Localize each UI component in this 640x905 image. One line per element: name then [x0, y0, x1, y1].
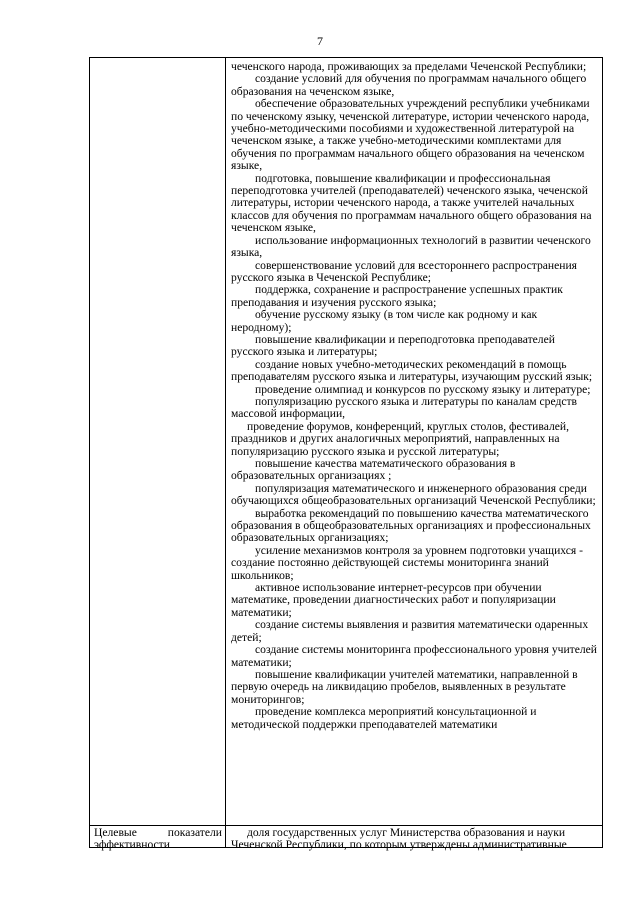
task-paragraph: создание системы выявления и развития математически одаренных детей;: [231, 618, 589, 644]
task-paragraph: обучение русскому языку (в том числе как родному и как неродному);: [231, 308, 538, 334]
task-paragraph: повышение квалификации учителей математики, направленной в первую очередь на ликвидацию пробелов, выявленных в результате мониторингов;: [231, 667, 578, 706]
target-indicators-value-cell: [231, 827, 598, 852]
target-indicators-value: доля государственных услуг Министерства образования и науки Чеченской Республики, по которым утверждены административные: [231, 826, 567, 852]
document-table: [89, 57, 603, 852]
column-divider: [225, 58, 226, 847]
task-paragraph: создание системы мониторинга профессионального уровня учителей математики;: [231, 643, 598, 669]
tasks-cell: [231, 61, 598, 731]
task-paragraph: активное использование интернет-ресурсов при обучении математике, проведении диагностических работ и популяризации математики;: [231, 581, 556, 619]
task-paragraph: усиление механизмов контроля за уровнем подготовки учащихся - создание постоянно действующей системы мониторинга знаний школьников;: [231, 543, 583, 582]
target-indicators-label-line2: эффективности: [94, 838, 170, 852]
task-paragraph: создание условий для обучения по программам начального общего образования на чеченском языке,: [231, 72, 587, 98]
target-indicators-label-line1: Целевые показатели: [94, 826, 222, 839]
task-paragraph: проведение олимпиад и конкурсов по русскому языку и литературе;: [255, 382, 591, 396]
task-paragraph: обеспечение образовательных учреждений республики учебниками по чеченскому языку, чеченской литературе, истории чеченского народа, учебно-методическими пособиями и художественной литературой на чеченском языке, а также учебно-методическими комплектами для обучения по программам начального общего образования на чеченском языке,: [231, 97, 590, 173]
task-paragraph: повышение квалификации и переподготовка преподавателей русского языка и литературы;: [231, 332, 555, 359]
task-paragraph: повышение качества математического образования в образовательных организациях ;: [231, 457, 516, 483]
task-paragraph: проведение форумов, конференций, круглых столов, фестивалей, праздников и других аналогичных мероприятий, направленных на популяризацию русского языка и русской литературы;: [231, 419, 569, 458]
task-paragraph: совершенствование условий для всестороннего распространения русского языка в Чеченской Республике;: [231, 258, 577, 284]
task-paragraph: поддержка, сохранение и распространение успешных практик преподавания и изучения русского языка;: [231, 283, 563, 309]
page-number: 7: [317, 34, 323, 48]
task-paragraph: популяризацию русского языка и литературы по каналам средств массовой информации,: [231, 394, 578, 421]
target-indicators-label-cell: [94, 827, 222, 852]
task-paragraph: подготовка, повышение квалификации и профессиональная переподготовка учителей (преподавателей) чеченского языка, чеченской литературы, истории чеченского народа, а также учителей начальных классов для обучения по программам начального общего образования на чеченском языке,: [231, 171, 592, 235]
task-paragraph: чеченского народа, проживающих за пределами Чеченской Республики;: [231, 60, 587, 73]
task-paragraph: выработка рекомендаций по повышению качества математического образования в общеобразовательных организациях и профессиональных образовательных организациях;: [231, 506, 591, 545]
task-paragraph: проведение комплекса мероприятий консультационной и методической поддержки преподавателей математики: [231, 705, 537, 731]
task-paragraph: использование информационных технологий в развитии чеченского языка,: [231, 233, 591, 260]
task-paragraph: популяризация математического и инженерного образования среди обучающихся общеобразовательных организаций Чеченской Республики;: [231, 481, 596, 508]
task-paragraph: создание новых учебно-методических рекомендаций в помощь преподавателям русского языка и литературы, изучающим русский язык;: [231, 357, 593, 384]
